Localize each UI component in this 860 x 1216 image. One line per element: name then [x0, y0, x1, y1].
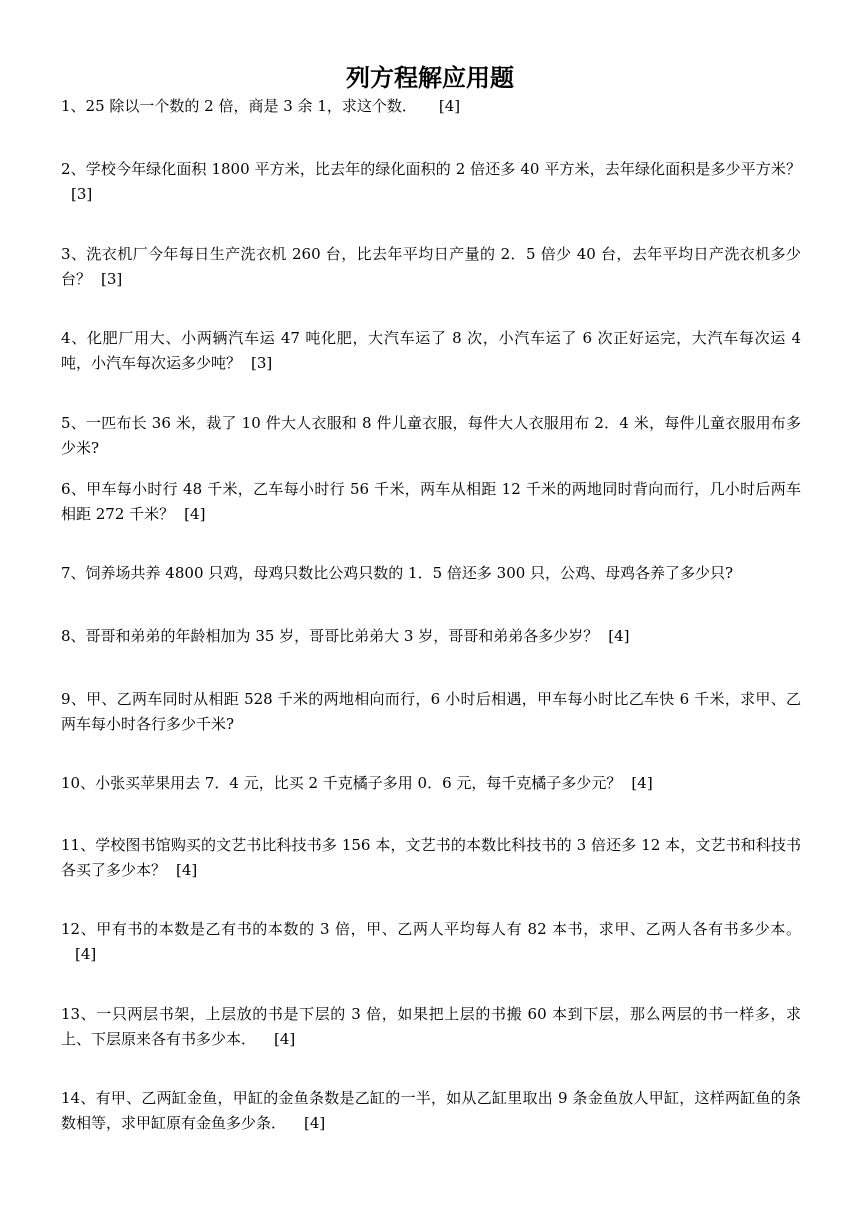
- question-score: [4]: [631, 774, 653, 792]
- question-10: [61, 771, 801, 796]
- question-text: 3、洗衣机厂今年每日生产洗衣机 260 台，比去年平均日产量的 2．5 倍少 40 台，去年平均日产洗衣机多少台？: [61, 245, 801, 288]
- question-1: [61, 94, 801, 119]
- question-text: 12、甲有书的本数是乙有书的本数的 3 倍，甲、乙两人平均每人有 82 本书，求甲、乙两人各有书多少本。: [61, 920, 801, 938]
- question-text: 1、25 除以一个数的 2 倍，商是 3 余 1，求这个数．: [61, 97, 417, 115]
- question-score: [4]: [184, 505, 206, 523]
- question-4: [61, 326, 801, 376]
- question-score: [4]: [75, 945, 97, 963]
- question-11: [61, 833, 801, 883]
- page-title: 列方程解应用题: [346, 64, 514, 92]
- question-text: 13、一只两层书架，上层放的书是下层的 3 倍，如果把上层的书搬 60 本到下层，那么两层的书一样多，求上、下层原来各有书多少本．: [61, 1005, 801, 1048]
- question-12: [61, 917, 801, 967]
- question-6: [61, 477, 801, 527]
- question-score: [3]: [71, 185, 93, 203]
- question-text: 6、甲车每小时行 48 千米，乙车每小时行 56 千米，两车从相距 12 千米的两地同时背向而行，几小时后两车相距 272 千米？: [61, 480, 801, 523]
- question-score: [3]: [101, 270, 123, 288]
- question-9: [61, 687, 801, 737]
- question-3: [61, 242, 801, 292]
- question-5: [61, 411, 801, 461]
- question-text: 9、甲、乙两车同时从相距 528 千米的两地相向而行，6 小时后相遇，甲车每小时比乙车快 6 千米，求甲、乙两车每小时各行多少千米?: [61, 690, 801, 733]
- question-14: [61, 1086, 801, 1136]
- question-text: 10、小张买苹果用去 7．4 元，比买 2 千克橘子多用 0．6 元，每千克橘子多少元？: [61, 774, 622, 792]
- question-score: [4]: [608, 627, 630, 645]
- question-13: [61, 1002, 801, 1052]
- question-8: [61, 624, 801, 649]
- question-text: 11、学校图书馆购买的文艺书比科技书多 156 本，文艺书的本数比科技书的 3 倍还多 12 本，文艺书和科技书各买了多少本？: [61, 836, 801, 879]
- question-text: 4、化肥厂用大、小两辆汽车运 47 吨化肥，大汽车运了 8 次，小汽车运了 6 次正好运完，大汽车每次运 4 吨，小汽车每次运多少吨？: [61, 329, 801, 372]
- question-text: 5、一匹布长 36 米，裁了 10 件大人衣服和 8 件儿童衣服，每件大人衣服用布 2．4 米，每件儿童衣服用布多少米?: [61, 414, 801, 457]
- question-7: [61, 561, 801, 586]
- question-text: 2、学校今年绿化面积 1800 平方米，比去年的绿化面积的 2 倍还多 40 平方米，去年绿化面积是多少平方米？: [61, 160, 801, 178]
- question-text: 14、有甲、乙两缸金鱼，甲缸的金鱼条数是乙缸的一半，如从乙缸里取出 9 条金鱼放人甲缸，这样两缸鱼的条数相等，求甲缸原有金鱼多少条．: [61, 1089, 801, 1132]
- question-score: [4]: [274, 1030, 296, 1048]
- question-2: [61, 157, 801, 207]
- question-score: [4]: [304, 1114, 326, 1132]
- question-text: 7、饲养场共养 4800 只鸡，母鸡只数比公鸡只数的 1．5 倍还多 300 只，公鸡、母鸡各养了多少只?: [61, 564, 734, 582]
- question-score: [4]: [438, 97, 461, 115]
- question-score: [4]: [176, 861, 198, 879]
- question-score: [3]: [251, 354, 273, 372]
- question-text: 8、哥哥和弟弟的年龄相加为 35 岁，哥哥比弟弟大 3 岁，哥哥和弟弟各多少岁？: [61, 627, 599, 645]
